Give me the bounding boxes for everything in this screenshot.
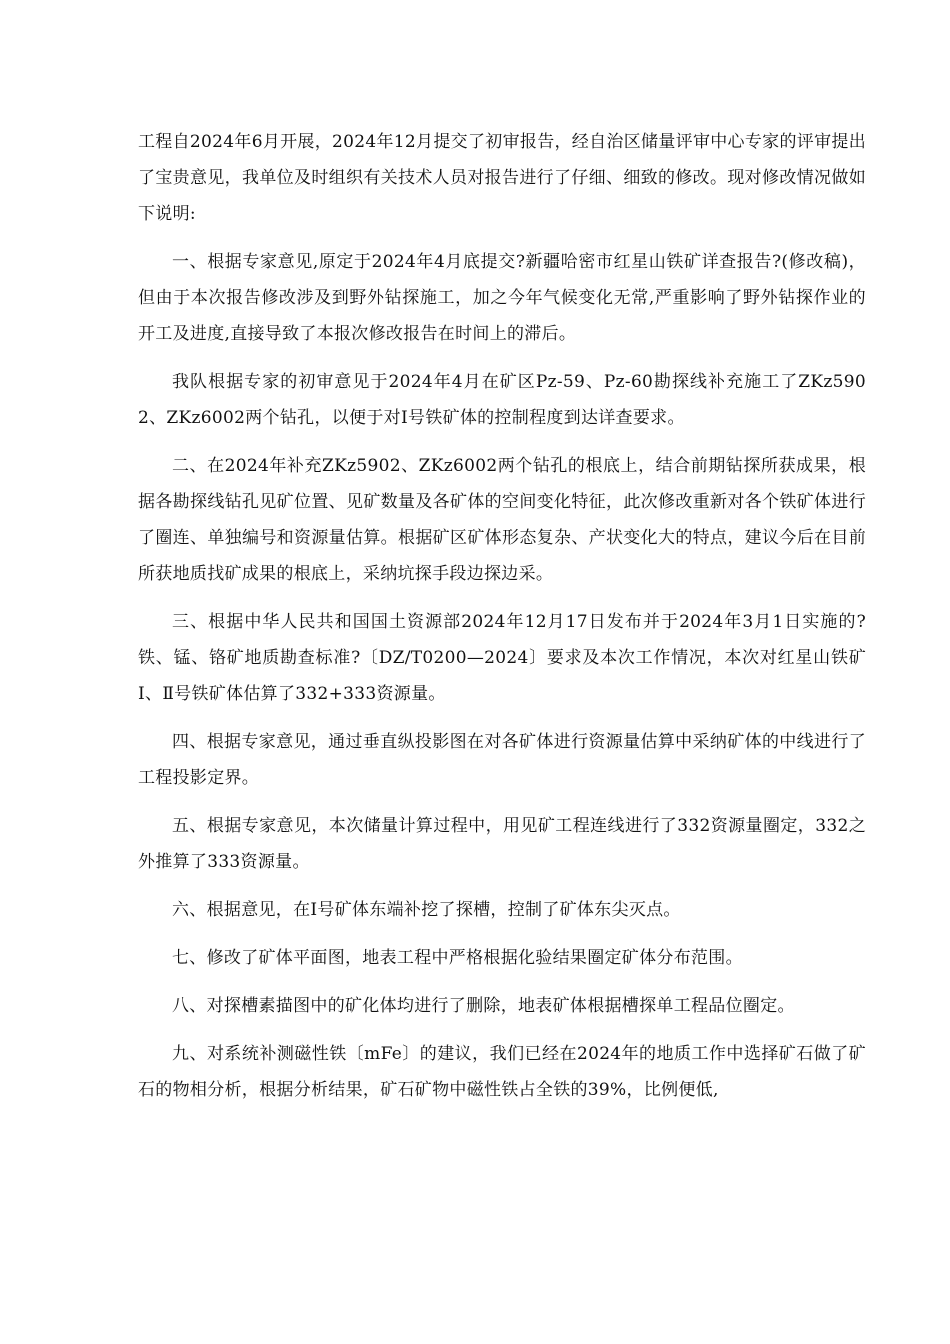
paragraph-item-9: 九、对系统补测磁性铁〔mFe〕的建议，我们已经在2024年的地质工作中选择矿石做了矿石的物相分析，根据分析结果，矿石矿物中磁性铁占全铁的39%，比例便低, bbox=[138, 1044, 866, 1100]
paragraph-item-2: 二、在2024年补充ZKz5902、ZKz6002两个钻孔的根底上，结合前期钻探所获成果，根据各勘探线钻孔见矿位置、见矿数量及各矿体的空间变化特征，此次修改重新对各个铁矿体进行了圈连、单独编号和资源量估算。根据矿区矿体形态复杂、产状变化大的特点，建议今后在目前所获地质找矿成果的根底上，采纳坑探手段边探边采。 bbox=[138, 456, 866, 584]
paragraph-item-4: 四、根据专家意见，通过垂直纵投影图在对各矿体进行资源量估算中采纳矿体的中线进行了工程投影定界。 bbox=[138, 732, 866, 788]
paragraph-item-7: 七、修改了矿体平面图，地表工程中严格根据化验结果圈定矿体分布范围。 bbox=[172, 948, 743, 968]
paragraph-item-3: 三、根据中华人民共和国国土资源部2024年12月17日发布并于2024年3月1日实施的?铁、锰、铬矿地质勘查标准?〔DZ/T0200—2024〕要求及本次工作情况，本次对红星山铁矿Ⅰ、Ⅱ号铁矿体估算了332+333资源量。 bbox=[138, 612, 866, 704]
paragraph-item-6: 六、根据意见，在Ⅰ号矿体东端补挖了探槽，控制了矿体东尖灭点。 bbox=[172, 900, 681, 920]
paragraph-drilling-supplement: 我队根据专家的初审意见于2024年4月在矿区Pz-59、Pz-60勘探线补充施工了ZKz5902、ZKz6002两个钻孔，以便于对Ⅰ号铁矿体的控制程度到达详查要求。 bbox=[138, 372, 866, 428]
paragraph-intro: 工程自2024年6月开展，2024年12月提交了初审报告，经自治区储量评审中心专家的评审提出了宝贵意见，我单位及时组织有关技术人员对报告进行了仔细、细致的修改。现对修改情况做如下说明: bbox=[138, 132, 866, 224]
document-body bbox=[138, 124, 866, 1120]
paragraph-item-5: 五、根据专家意见，本次储量计算过程中，用见矿工程连线进行了332资源量圈定，332之外推算了333资源量。 bbox=[138, 816, 866, 872]
paragraph-item-1: 一、根据专家意见,原定于2024年4月底提交?新疆哈密市红星山铁矿详查报告?(修改稿)，但由于本次报告修改涉及到野外钻探施工，加之今年气候变化无常,严重影响了野外钻探作业的开工及进度,直接导致了本报次修改报告在时间上的滞后。 bbox=[138, 252, 866, 344]
paragraph-item-8: 八、对探槽素描图中的矿化体均进行了删除，地表矿体根据槽探单工程品位圈定。 bbox=[172, 996, 795, 1016]
